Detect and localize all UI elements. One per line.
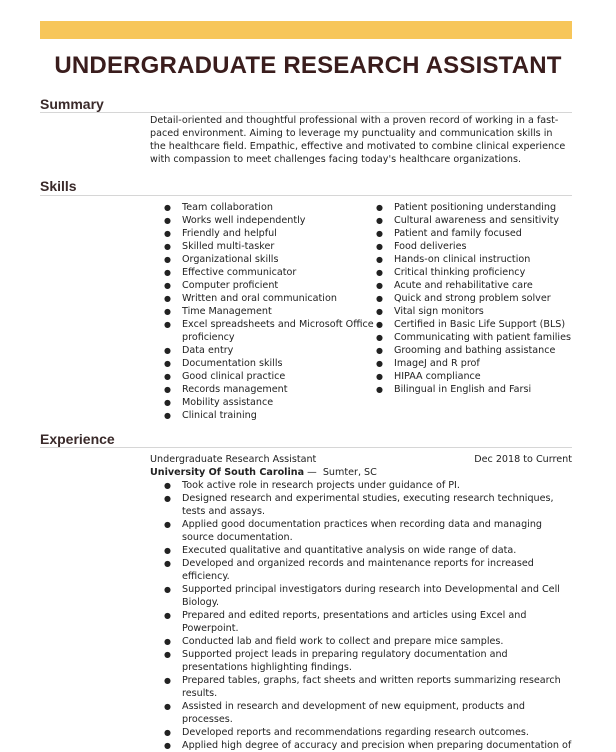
job-bullet: ● Prepared tables, graphs, fact sheets and written reports summarizing research results. <box>164 674 576 700</box>
job-location: Sumter, SC <box>322 467 377 478</box>
skill-item: ● Written and oral communication <box>164 292 374 305</box>
skill-item: ● Patient and family focused <box>376 227 576 240</box>
skill-item: ● Bilingual in English and Farsi <box>376 383 576 396</box>
skill-item: ● Acute and rehabilitative care <box>376 279 576 292</box>
skill-item: ● Data entry <box>164 344 374 357</box>
job-bullet: ● Conducted lab and field work to collect and prepare mice samples. <box>164 635 576 648</box>
skill-item: ● Certified in Basic Life Support (BLS) <box>376 318 576 331</box>
header-accent-bar <box>40 21 572 39</box>
skill-item: ● Food deliveries <box>376 240 576 253</box>
job-employer: University Of South Carolina <box>150 467 305 478</box>
job-bullet: ● Designed research and experimental studies, executing research techniques, tests and assays. <box>164 492 576 518</box>
skill-item: ● Hands-on clinical instruction <box>376 253 576 266</box>
skill-item: ● Records management <box>164 383 374 396</box>
skill-item: ● Documentation skills <box>164 357 374 370</box>
skill-item: ● Grooming and bathing assistance <box>376 344 576 357</box>
job-bullet: ● Prepared and edited reports, presentations and articles using Excel and Powerpoint. <box>164 609 576 635</box>
skill-item: ● Computer proficient <box>164 279 374 292</box>
skill-item: ● Vital sign monitors <box>376 305 576 318</box>
job-bullet-list <box>164 479 576 752</box>
job-bullet: ● Supported project leads in preparing regulatory documentation and presentations highlighting findings. <box>164 648 576 674</box>
skill-item: ● Effective communicator <box>164 266 374 279</box>
skills-divider <box>40 195 572 196</box>
job-bullet: ● Applied good documentation practices when recording data and managing source documentation. <box>164 518 576 544</box>
skills-list-right <box>376 201 576 396</box>
skill-item: ● Clinical training <box>164 409 374 422</box>
job-bullet: ● Took active role in research projects under guidance of PI. <box>164 479 576 492</box>
skill-item: ● Skilled multi-tasker <box>164 240 374 253</box>
summary-text: Detail-oriented and thoughtful professional with a proven record of working in a fast-paced environment. Aiming to leverage my punctuality and communication skills in the healthcare field. Empathic, effective and motivated to combine clinical experience with compassion to meet challenges facing today's healthcare organizations. <box>150 115 566 165</box>
job-bullet: ● Executed qualitative and quantitative analysis on wide range of data. <box>164 544 576 557</box>
skill-item: ● Time Management <box>164 305 374 318</box>
job-bullet: ● Assisted in research and development of new equipment, products and processes. <box>164 700 576 726</box>
skill-item: ● Cultural awareness and sensitivity <box>376 214 576 227</box>
skill-item: ● Mobility assistance <box>164 396 374 409</box>
skill-item: ● Works well independently <box>164 214 374 227</box>
employer-separator: — <box>307 467 317 478</box>
job-bullet: ● Supported principal investigators during research into Developmental and Cell Biology. <box>164 583 576 609</box>
resume-name: UNDERGRADUATE RESEARCH ASSISTANT <box>54 52 562 79</box>
skill-item: ● Organizational skills <box>164 253 374 266</box>
experience-heading: Experience <box>40 431 115 447</box>
skill-item: ● Friendly and helpful <box>164 227 374 240</box>
skill-item: ● Team collaboration <box>164 201 374 214</box>
job-bullet: ● Applied high degree of accuracy and precision when preparing documentation of <box>164 739 576 752</box>
summary-divider <box>40 112 572 113</box>
skill-item: ● Critical thinking proficiency <box>376 266 576 279</box>
skill-item: ● Quick and strong problem solver <box>376 292 576 305</box>
job-employer-line <box>150 466 377 479</box>
job-dates: Dec 2018 to Current <box>474 454 572 465</box>
job-bullet: ● Developed and organized records and maintenance reports for increased efficiency. <box>164 557 576 583</box>
skill-item: ● Good clinical practice <box>164 370 374 383</box>
job-bullet: ● Developed reports and recommendations regarding research outcomes. <box>164 726 576 739</box>
skills-heading: Skills <box>40 178 77 194</box>
skills-list-left <box>164 201 374 422</box>
skill-item: ● HIPAA compliance <box>376 370 576 383</box>
skill-item: ● ImageJ and R prof <box>376 357 576 370</box>
summary-heading: Summary <box>40 96 104 112</box>
experience-divider <box>40 447 572 448</box>
skill-item: ● Excel spreadsheets and Microsoft Office proficiency <box>164 318 374 344</box>
skill-item: ● Patient positioning understanding <box>376 201 576 214</box>
job-title: Undergraduate Research Assistant <box>150 454 317 465</box>
skill-item: ● Communicating with patient families <box>376 331 576 344</box>
